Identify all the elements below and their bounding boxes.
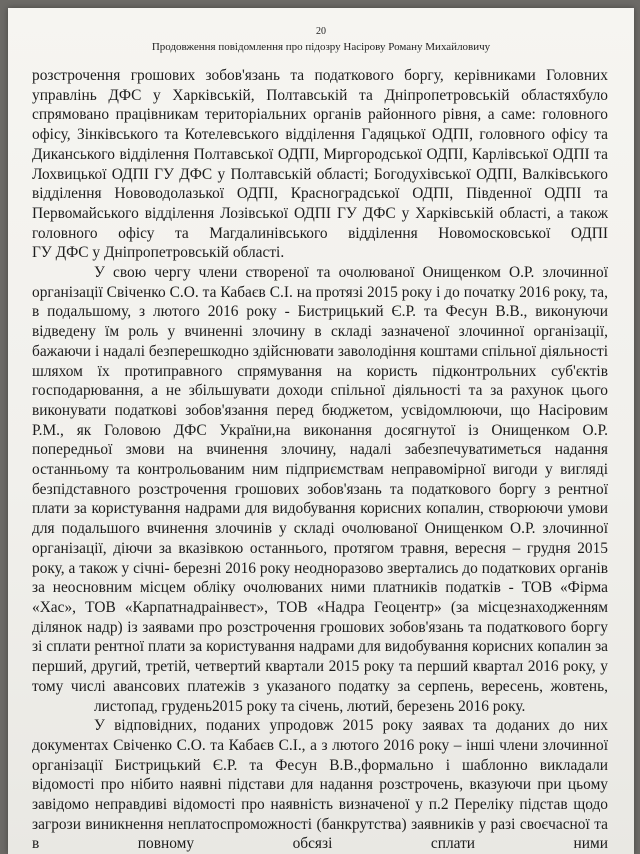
- text-line: заволодіння коштами спільної діяльності шляхом їх протиправного: [32, 342, 608, 380]
- document-body: [32, 66, 608, 854]
- text-line: злочинної організації Бистрицький Є.Р. та Фесун В.В.,формально і шаблонно: [32, 736, 608, 774]
- text-line: копалин, створюючи умови для подальшого вчинення злочинів у складі: [32, 500, 609, 538]
- text-line: Первомайського відділення Лозівської ОДПІ ГУ ДФС у Харківській області, а: [32, 204, 570, 222]
- text-line: розстрочення грошових зобов'язань та податкового боргу, керівниками: [32, 67, 547, 84]
- text-line: Фесун В.В., виконуючи відведену їм роль у вчиненні злочину в складі: [32, 303, 609, 341]
- text-line: п.2 Переліку підстав щодо загрози виникнення неплатоспроможності: [32, 796, 608, 833]
- text-line: збільшувати доходи спільної діяльності та за рахунок цього виконувати: [32, 382, 608, 419]
- text-line: місцезнаходженням ділянок надр) із заявами про розстрочення грошових: [32, 598, 608, 636]
- text-line: вигляді безпідставного розстрочення грошових зобов'язань та податкового: [32, 461, 608, 498]
- text-line: Полтавській області; Богодухівської ОДПІ, Валківського відділення: [32, 165, 609, 203]
- text-line: очолюваної Онищенком О.Р. злочинної організації, діючи за вказівкою: [32, 520, 608, 557]
- text-line: зазначеної злочинної організації, бажаючи і надалі безперешкодно здійснювати: [32, 323, 608, 360]
- text-line: областяхбуло спрямовано працівникам територіальних органів районного рівня,: [32, 86, 608, 124]
- document-page: [8, 8, 634, 854]
- text-line-last: листопад, грудень2015 року та січень, лютий, березень 2016 року.: [94, 697, 526, 715]
- text-line-last: ГУ ДФС у Дніпропетровській області.: [32, 244, 285, 262]
- text-line: ОДПІ, головного офісу та Диканського відділення Полтавської ОДПІ,: [32, 126, 609, 163]
- text-line: спрямування на користь підконтрольних суб'єктів господарювання, а не: [32, 362, 608, 400]
- text-line: «Хас», ТОВ «Карпатнадраінвест», ТОВ «Надра Геоцентр» (за: [32, 598, 478, 616]
- paragraph-2: [32, 263, 608, 716]
- text-line: а саме: головного офісу, Зінківського та Котелевського відділення Гадяцької: [32, 106, 609, 144]
- text-line: боргу з рентної плати за користування надрами для видобування корисних: [32, 480, 608, 518]
- text-line: Головних управлінь ДФС у Харківській, Полтавській та Дніпропетровській: [32, 67, 608, 104]
- text-line: У свою чергу члени створеної та очолюваної Онищенком О.Р. злочинної: [94, 264, 608, 282]
- text-line: організації Свіченко С.О. та Кабаєв С.І. на протязі 2015 року і до початку: [32, 283, 520, 301]
- page-number: 20: [316, 26, 326, 37]
- text-line: податкові зобов'язання перед бюджетом, усвідомлюючи, що Насіровим Р.М., як: [32, 401, 608, 439]
- text-line: останнього, протягом травня, вересня – грудня 2015 року, а також у січні-: [32, 539, 608, 577]
- text-line: неосновним місцем обліку очолюваних ними платників податків - ТОВ «Фірма: [52, 579, 608, 597]
- text-line: останньому та контрольованим ним підприємствам неправомірної вигоди у: [32, 461, 561, 479]
- running-header: Продовження повідомлення про підозру Насірову Роману Михайловичу: [151, 41, 491, 53]
- text-line: вказуючи при цьому завідомо неправдиві відомості про наявність визначеної у: [32, 776, 609, 814]
- text-line: березні 2016 року неодноразово звертались до податкових органів за: [32, 559, 609, 597]
- text-line: зобов'язань та податкового боргу зі сплати рентної плати за користування: [32, 618, 608, 656]
- paragraph-1: [32, 66, 608, 263]
- text-line: Миргородської ОДПІ, Карлівської ОДПІ та Лохвицької ОДПІ ГУ ДФС у: [32, 145, 608, 183]
- text-line: Головою ДФС України,на виконання досягнутої із Онищенком О.Р.: [104, 421, 608, 439]
- text-line: авансових платежів з указаного податку за серпень, вересень, жовтень,: [113, 677, 608, 695]
- text-line: попередньої змови на вчинення злочину, надалі забезпечуватиметься надання: [32, 441, 608, 459]
- text-line: У відповідних, поданих упродовж 2015 року заявах та доданих до них: [94, 717, 608, 735]
- text-line: надрами для видобування корисних копалин за перший, другий, третій,: [32, 638, 609, 676]
- text-line: (банкрутства) заявників у разі своєчасної та в повному обсязі сплати ними: [32, 815, 608, 853]
- text-line: Нововодолазької ОДПІ, Красноградської ОДПІ, Південної ОДПІ та: [114, 185, 608, 203]
- text-line: 2016 року, та, в подальшому, з лютого 2016 року - Бистрицький Є.Р. та: [32, 283, 608, 321]
- text-line: четвертий квартали 2015 року та перший квартал 2016 року, у тому числі: [32, 658, 608, 695]
- text-line: викладали відомості про нібито наявні підстави для надання розстрочень,: [32, 756, 608, 794]
- paragraph-3: [32, 716, 608, 854]
- text-line: також головного офісу та Магдалинівського відділення Новомосковської ОДПІ: [32, 204, 608, 242]
- text-line: документах Свіченко С.О. та Кабаєв С.І., а з лютого 2016 року – інші члени: [32, 736, 543, 754]
